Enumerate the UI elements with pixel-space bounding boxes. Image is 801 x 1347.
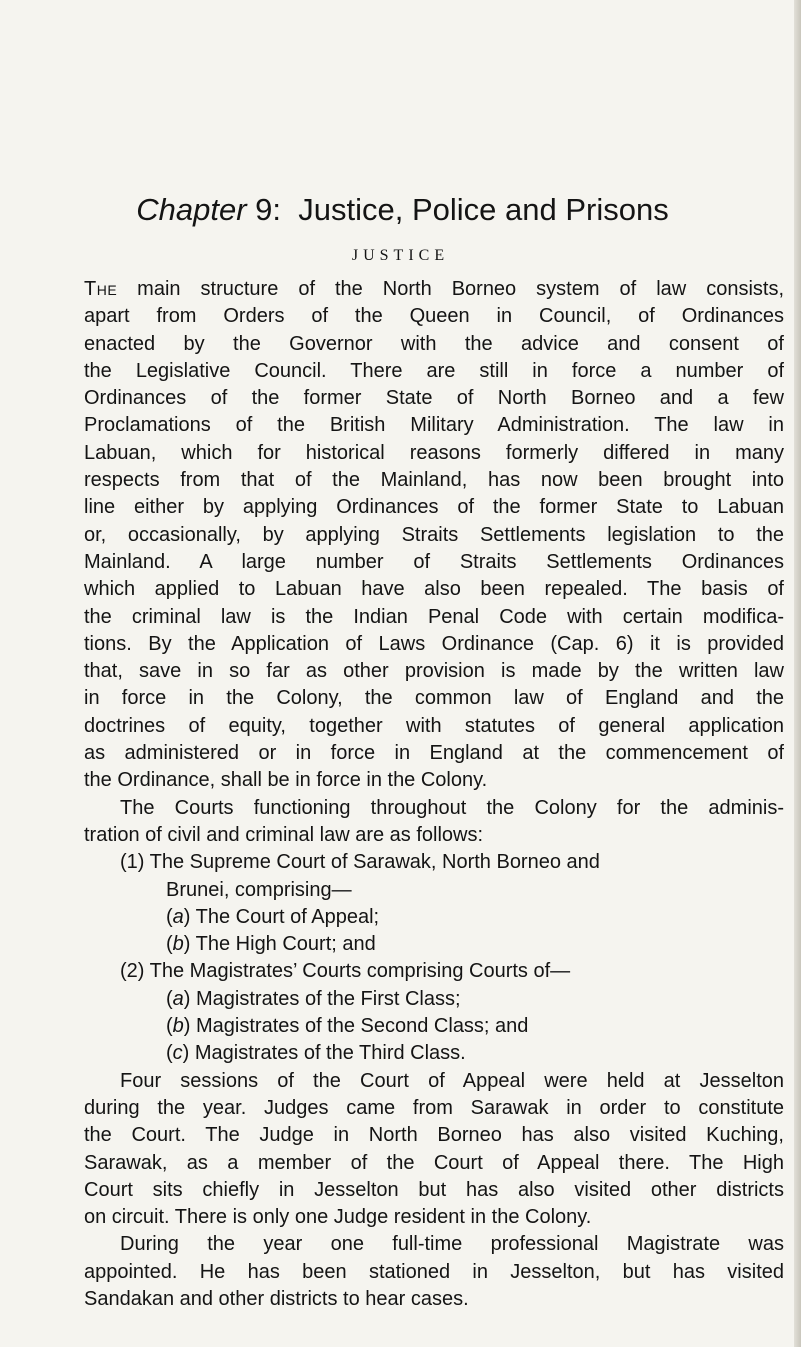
paragraph-1-line: Ordinances of the former State of North Borneo and a few (84, 387, 784, 410)
paragraph-3-line: Four sessions of the Court of Appeal were held at Jesselton (120, 1069, 784, 1092)
paragraph-1-line: or, occasionally, by applying Straits Settlements legislation to the (84, 523, 784, 546)
paragraph-1-line: that, save in so far as other provision is made by the written law (84, 660, 784, 683)
paragraph-4-line: Sandakan and other districts to hear cases. (84, 1287, 469, 1310)
list-subitem-letter: a (172, 987, 184, 1010)
chapter-title: Justice, Police and Prisons (298, 192, 669, 227)
paragraph-1-line: respects from that of the Mainland, has now been brought into (84, 469, 784, 492)
chapter-label: Chapter (136, 192, 247, 227)
paragraph-1-line: which applied to Labuan have also been repealed. The basis of (84, 578, 784, 601)
paragraph-1-line: enacted by the Governor with the advice and consent of (84, 332, 784, 355)
list-item-continuation: Brunei, comprising— (166, 878, 352, 901)
paragraph-3-line: the Court. The Judge in North Borneo has also visited Kuching, (84, 1124, 784, 1147)
paragraph-3-line: on circuit. There is only one Judge resident in the Colony. (84, 1206, 592, 1229)
paragraph-1-line: as administered or in force in England at the commencement of (84, 742, 784, 765)
list-subitem-letter: c (172, 1042, 183, 1065)
list-subitem: (a) The Court of Appeal; (166, 905, 380, 928)
paragraph-1-line: in force in the Colony, the common law of England and the (84, 687, 784, 710)
list-subitem: (b) The High Court; and (166, 933, 376, 956)
list-item: (2) The Magistrates’ Courts comprising Courts of— (120, 960, 571, 983)
paragraph-1-line: doctrines of equity, together with statutes of general application (84, 714, 784, 737)
list-item: (1) The Supreme Court of Sarawak, North Borneo and (120, 851, 600, 874)
paragraph-1-line: Proclamations of the British Military Administration. The law in (84, 414, 784, 437)
paragraph-4-line: During the year one full-time professional Magistrate was (120, 1233, 784, 1256)
section-title: JUSTICE (351, 247, 450, 264)
paragraph-1-line: the Legislative Council. There are still in force a number of (84, 359, 784, 382)
chapter-number: 9: (255, 192, 282, 227)
body-text (84, 276, 784, 1313)
paragraph-4-line: appointed. He has been stationed in Jesselton, but has visited (84, 1260, 784, 1283)
chapter-heading (0, 192, 801, 228)
paragraph-1-line: the criminal law is the Indian Penal Code with certain modifica- (84, 605, 784, 628)
paragraph-1-line: The main structure of the North Borneo system of law consists, (84, 278, 784, 300)
paragraph-2-line: tration of civil and criminal law are as follows: (84, 823, 484, 846)
paragraph-3-line: Sarawak, as a member of the Court of Appeal there. The High (84, 1151, 784, 1174)
paragraph-3-line: during the year. Judges came from Sarawak in order to constitute (84, 1096, 784, 1119)
list-subitem: (a) Magistrates of the First Class; (166, 987, 461, 1010)
list-subitem-letter: b (172, 1015, 184, 1038)
list-subitem: (b) Magistrates of the Second Class; and (166, 1015, 529, 1038)
paragraph-1-line: Labuan, which for historical reasons formerly differed in many (84, 441, 784, 464)
paragraph-1-line: line either by applying Ordinances of the former State to Labuan (84, 496, 784, 519)
list-subitem: (c) Magistrates of the Third Class. (166, 1042, 466, 1065)
list-item-number: (1) (120, 851, 145, 874)
list-item-number: (2) (120, 960, 145, 983)
paragraph-1-line: apart from Orders of the Queen in Council, of Ordinances (84, 305, 784, 328)
list-subitem-letter: a (172, 905, 184, 928)
paragraph-1-line: Mainland. A large number of Straits Settlements Ordinances (84, 550, 784, 573)
paragraph-lead-word: The (84, 278, 118, 300)
paragraph-2-line: The Courts functioning throughout the Colony for the adminis- (120, 796, 784, 819)
paragraph-3-line: Court sits chiefly in Jesselton but has also visited other districts (84, 1178, 784, 1201)
page-edge-shadow (794, 0, 801, 1347)
paragraph-1-line: tions. By the Application of Laws Ordinance (Cap. 6) it is provided (84, 632, 784, 655)
paragraph-1-line: the Ordinance, shall be in force in the Colony. (84, 769, 488, 792)
list-subitem-letter: b (172, 933, 184, 956)
